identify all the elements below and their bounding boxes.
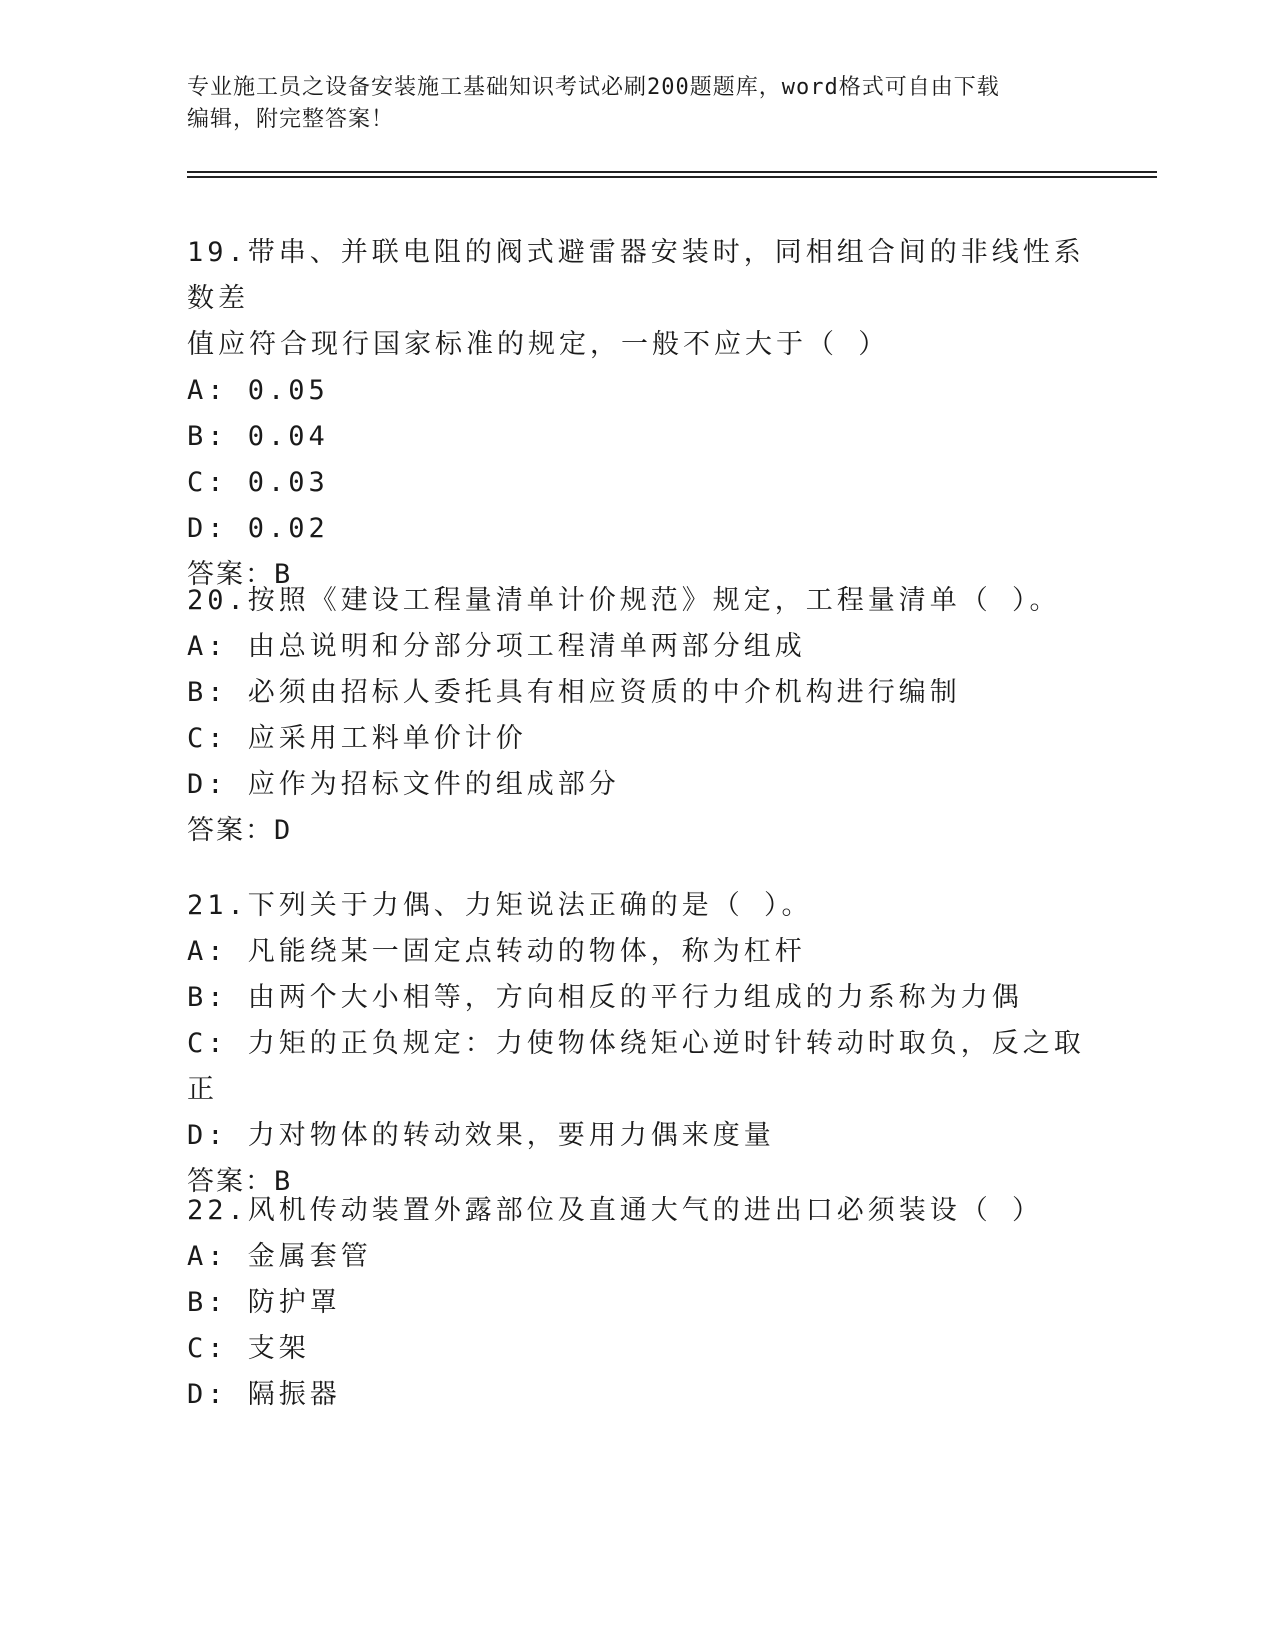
answer: 答案：B — [187, 559, 293, 590]
question-22 — [187, 1188, 1087, 1418]
option-b: B: 必须由招标人委托具有相应资质的中介机构进行编制 — [187, 677, 961, 708]
option-d: D: 0.02 — [187, 513, 329, 544]
option-c: C: 力矩的正负规定：力使物体绕矩心逆时针转动时取负，反之取正 — [187, 1028, 1085, 1105]
option-c: C: 支架 — [187, 1333, 310, 1364]
question-stem: 22.风机传动装置外露部位及直通大气的进出口必须装设（ ） — [187, 1195, 1044, 1226]
header-line-1: 专业施工员之设备安装施工基础知识考试必刷200题题库，word格式可自由下载 — [187, 75, 1000, 100]
header-line-2: 编辑，附完整答案！ — [187, 107, 395, 132]
question-stem: 值应符合现行国家标准的规定，一般不应大于（ ） — [187, 329, 890, 360]
header-divider-top — [187, 171, 1157, 173]
option-a: A: 由总说明和分部分项工程清单两部分组成 — [187, 631, 806, 662]
option-a: A: 金属套管 — [187, 1241, 372, 1272]
option-a: A: 凡能绕某一固定点转动的物体，称为杠杆 — [187, 936, 806, 967]
option-a: A: 0.05 — [187, 375, 329, 406]
option-d: D: 力对物体的转动效果，要用力偶来度量 — [187, 1120, 775, 1151]
option-c: C: 0.03 — [187, 467, 329, 498]
question-20 — [187, 578, 1087, 854]
header-divider-bottom — [187, 176, 1157, 178]
question-stem: 20.按照《建设工程量清单计价规范》规定，工程量清单（ ）。 — [187, 585, 1061, 616]
option-b: B: 防护罩 — [187, 1287, 341, 1318]
option-b: B: 0.04 — [187, 421, 329, 452]
option-c: C: 应采用工料单价计价 — [187, 723, 527, 754]
answer: 答案：B — [187, 1166, 293, 1197]
question-stem: 21.下列关于力偶、力矩说法正确的是（ ）。 — [187, 890, 813, 921]
question-stem: 19.带串、并联电阻的阀式避雷器安装时，同相组合间的非线性系数差 — [187, 237, 1085, 314]
question-19 — [187, 230, 1087, 598]
option-d: D: 隔振器 — [187, 1379, 341, 1410]
question-21 — [187, 883, 1087, 1205]
answer: 答案：D — [187, 815, 293, 846]
document-header — [187, 72, 1087, 136]
option-d: D: 应作为招标文件的组成部分 — [187, 769, 620, 800]
option-b: B: 由两个大小相等，方向相反的平行力组成的力系称为力偶 — [187, 982, 1023, 1013]
